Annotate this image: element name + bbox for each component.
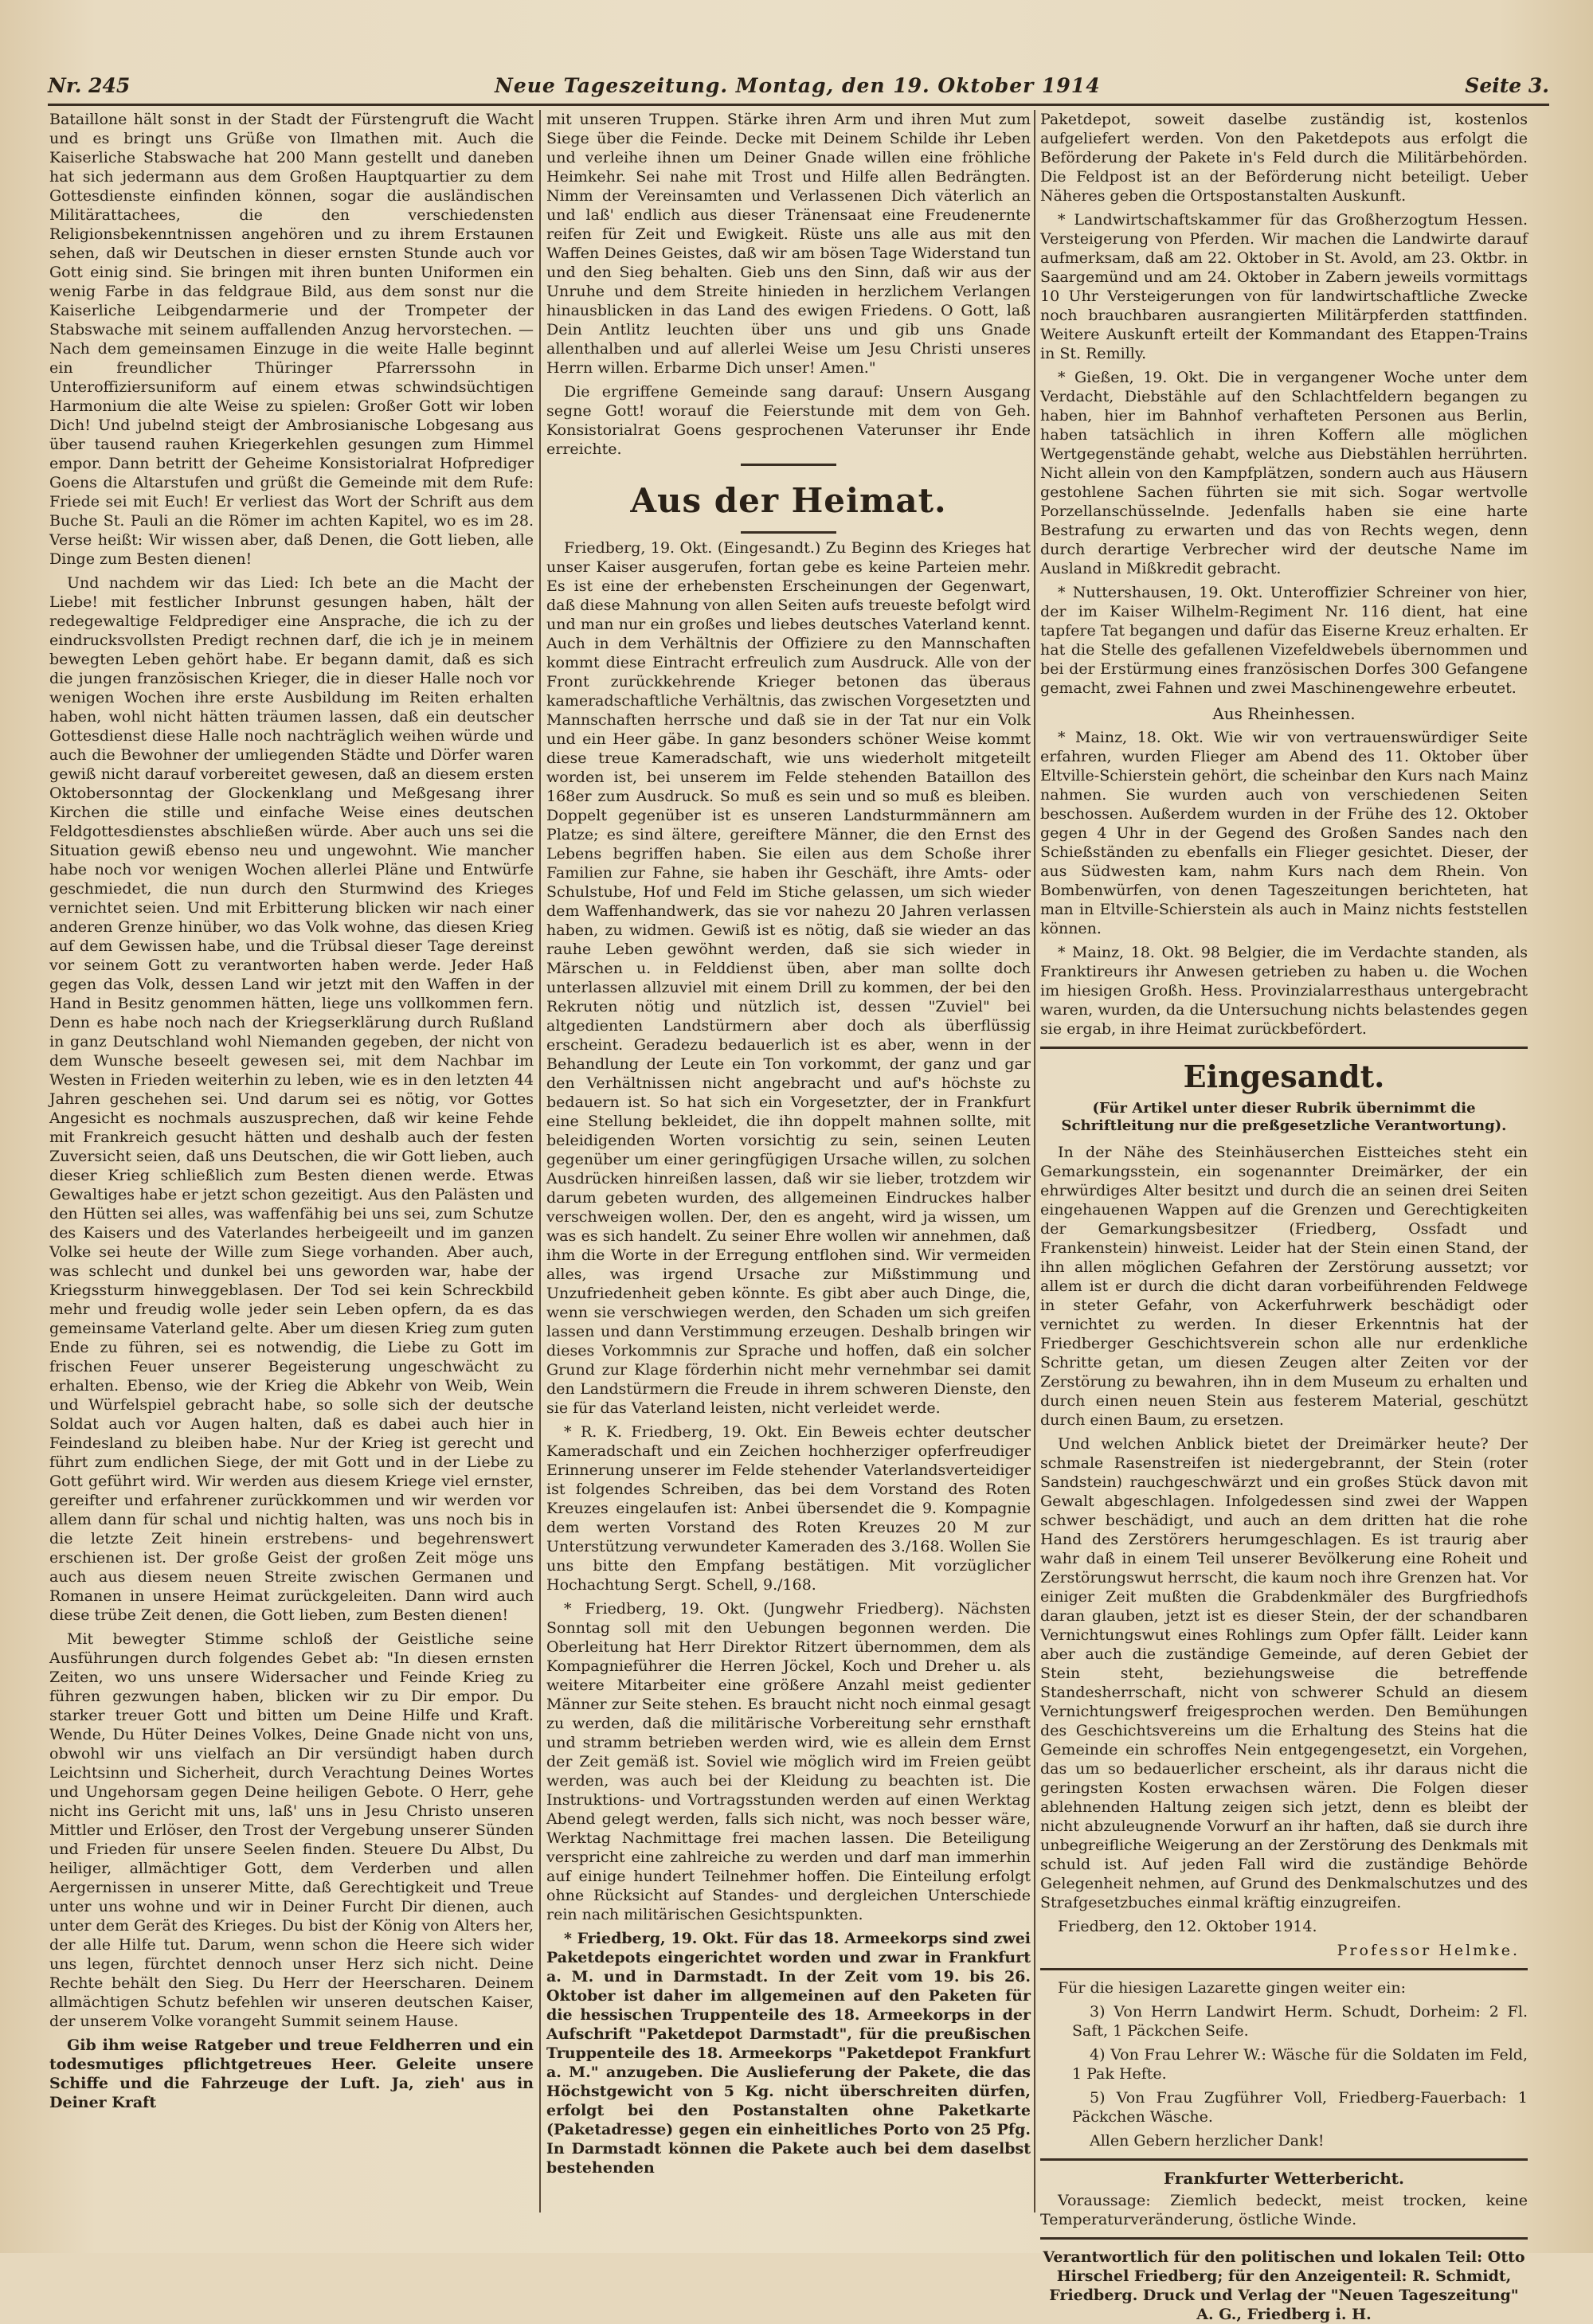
column-1 — [49, 110, 534, 2220]
letter-signature: Professor Helmke. — [1337, 1942, 1520, 1959]
column-3 — [1040, 110, 1528, 2323]
section-heading-eingesandt: Eingesandt. — [1183, 1058, 1385, 1094]
news-item: * Landwirtschaftskammer für das Großherzogtum Hessen. Versteigerung von Pferden. Wir machen die Landwirte darauf aufmerksam, daß am 22. Oktober in St. Avold, am 23. Oktbr. in Saargemünd und am 24. Oktober in Zabern jeweils vormittags 10 Uhr Versteigerungen von für landwirtschaftliche Zwecke noch brauchbaren ausrangierten Militärpferden stattfinden. Weitere Auskunft erteilt der Kommandant des Etappen-Trains in St. Remilly. — [1040, 211, 1528, 362]
publisher-imprint: Verantwortlich für den politischen und lokalen Teil: Otto Hirschel Friedberg; für den Anzeigenteil: R. Schmidt, Friedberg. Druck und Verlag der "Neuen Tageszeitung" A. G., Friedberg i. H. — [1043, 2248, 1525, 2323]
letter-date: Friedberg, den 12. Oktober 1914. — [1058, 1918, 1317, 1935]
news-item: * Mainz, 18. Okt. Wie wir von vertrauenswürdiger Seite erfahren, wurden Flieger am Abend des 11. Oktober über Eltville-Schierstein gehört, die scheinbar den Kurs nach Mainz nahmen. Sie wurden auch von verschiedenen Seiten beschossen. Außerdem wurden in der Frühe des 12. Oktober gegen 4 Uhr in der Gegend des Großen Sandes nach den Schießständen zu ebenfalls ein Flieger gesichtet. Dieser, der aus Südwesten kam, nahm Kurs nach dem Rhein. Von Bombenwürfen, von denen Tageszeitungen berichteten, hat man in Eltville-Schierstein als auch in Mainz nichts feststellen können. — [1040, 729, 1528, 937]
donation-entry: 5) Von Frau Zugführer Voll, Friedberg-Fauerbach: 1 Päckchen Wäsche. — [1072, 2089, 1528, 2126]
section-rule — [1040, 1968, 1528, 1970]
section-heading-heimat: Aus der Heimat. — [630, 481, 947, 520]
news-item: * Gießen, 19. Okt. Die in vergangener Woche unter dem Verdacht, Diebstähle auf den Schlachtfeldern begangen zu haben, hier im Bahnhof verhafteten Personen aus Berlin, haben tatsächlich in ihren Koffern alle möglichen Wertgegenstände gehabt, welche aus Diebstählen herrührten. Nicht allein von den Kampfplätzen, sondern auch aus Häusern gestohlene Sachen führten sie mit sich. Sogar wertvolle Porzellanschüsselnde. Jedenfalls haben sie eine harte Bestrafung zu erwarten und das von Rechts wegen, denn durch derartige Verbrecher wird der deutsche Name im Ausland in Mißkredit gebracht. — [1040, 369, 1528, 577]
article-paragraph: Bataillone hält sonst in der Stadt der Fürstengruft die Wacht und es bringt uns Grüße von Ilmathen mit. Auch die Kaiserliche Stabswache hat 200 Mann gestellt und daneben hat sich jedermann aus dem Großen Hauptquartier zu dem Gottesdienste einfinden können, sogar die ausländischen Militärattachees, die den verschiedensten Religionsbekenntnissen angehören und zu ihrem Erstaunen sehen, daß wir Deutschen in dieser ernsten Stunde auch vor Gott einig sind. Sie bringen mit ihren bunten Uniformen ein wenig Farbe in das feldgraue Bild, aus dem sonst nur die Kaiserliche Leibgendarmerie und der Trompeter der Stabswache mit seinem auffallenden Anzug hervorstechen. — Nach dem gemeinsamen Einzuge in die weite Halle beginnt ein freundlicher Thüringer Pfarrerssohn in Unteroffiziersuniform auf einem etwas schwindsüchtigen Harmonium die alte Weise zu spielen: Großer Gott wir loben Dich! Und jubelnd steigt der Ambrosianische Lobgesang aus über tausend rauhen Kriegerkehlen gesungen zum Himmel empor. Dann betritt der Geheime Konsistorialrat Hofprediger Goens die Altarstufen und grüßt die Gemeinde mit dem Rufe: Friede sei mit Euch! Er verliest das Wort der Schrift aus dem Buche St. Pauli an die Römer im achten Kapitel, wo es im 28. Verse heißt: Wir wissen aber, daß Denen, die Gott lieben, alle Dinge zum Besten dienen! — [49, 111, 534, 568]
news-item: * Friedberg, 19. Okt. Für das 18. Armeekorps sind zwei Paketdepots eingerichtet worden und zwar in Frankfurt a. M. und in Darmstadt. In der Zeit vom 19. bis 26. Oktober ist daher im allgemeinen auf den Paketen für die hessischen Truppenteile des 18. Armeekorps in der Aufschrift "Paketdepot Darmstadt", für die preußischen Truppenteile des 18. Armeekorps "Paketdepot Frankfurt a. M." anzugeben. Die Auslieferung der Pakete, die das Höchstgewicht von 5 Kg. nicht überschreiten dürfen, erfolgt bei den Postanstalten ohne Paketkarte (Paketadresse) gegen ein einheitliches Porto von 25 Pfg. In Darmstadt können die Pakete auch bei dem daselbst bestehenden — [546, 1930, 1031, 2177]
section-rule — [1040, 1047, 1528, 1049]
editorial-disclaimer: (Für Artikel unter dieser Rubrik übernimmt die Schriftleitung nur die preßgesetzliche Verantwortung). — [1061, 1100, 1507, 1134]
article-paragraph: Gib ihm weise Ratgeber und treue Feldherren und ein todesmutiges pflichtgetreues Heer. Geleite unsere Schiffe und die Fahrzeuge der Luft. Ja, zieh' aus in Deiner Kraft — [49, 2036, 534, 2111]
header-rule — [48, 104, 1549, 106]
article-paragraph: Mit bewegter Stimme schloß der Geistliche seine Ausführungen durch folgendes Gebet ab: "In diesen ernsten Zeiten, wo uns unsere Widersacher und Feinde Krieg zu führen gezwungen haben, blicken wir zu Dir empor. Du starker treuer Gott und bitten um Deine Hilfe und Kraft. Wende, Du Hüter Deines Volkes, Deine Gnade nicht von uns, obwohl wir uns vielfach an Dir versündigt haben durch Leichtsinn und Sicherheit, durch Verachtung Deines Wortes und Ungehorsam gegen Deine heiligen Gebote. O Herr, gehe nicht ins Gericht mit uns, laß' uns in Jesu Christo unseren Mittler und Erlöser, den Trost der Vergebung unserer Sünden und Frieden für unsere Seelen finden. Steuere Du Albst, Du heiliger, allmächtiger Gott, dem Verderben und allen Aergernissen in unserer Mitte, daß Gerechtigkeit und Treue unter uns wohne und wir in Deiner Furcht Dir dienen, auch unter dem Gerät des Krieges. Du bist der König von Alters her, der alle Hilfe tut. Darum, wenn schon die Heere sich wider uns legen, fürchtet dennoch unser Herz sich nicht. Deine Rechte behält den Sieg. Du Herr der Heerscharen. Deinem allmächtigen Schutz befehlen wir unseren deutschen Kaiser, der unserem Volke vorangeht Summit seinem Hause. — [49, 1630, 534, 2030]
column-divider — [1034, 110, 1035, 2212]
column-2 — [546, 110, 1031, 2220]
donation-entry: 4) Von Frau Lehrer W.: Wäsche für die Soldaten im Feld, 1 Pak Hefte. — [1072, 2046, 1528, 2083]
news-item: Paketdepot, soweit daselbe zuständig ist, kostenlos aufgeliefert werden. Von den Paketdepots aus erfolgt die Beförderung der Pakete in's Feld durch die Militärbehörden. Die Feldpost ist an der Beförderung nicht beteiligt. Ueber Näheres geben die Ortspostanstalten Auskunft. — [1040, 111, 1528, 205]
issue-number: Nr. 245 — [48, 73, 131, 97]
section-rule — [741, 464, 836, 466]
article-paragraph: Die ergriffene Gemeinde sang darauf: Unsern Ausgang segne Gott! worauf die Feierstunde mit dem von Geh. Konsistorialrat Goens gesprochenen Vaterunser ihr Ende erreichte. — [546, 383, 1031, 458]
section-rule — [1040, 2237, 1528, 2240]
masthead — [48, 65, 1549, 105]
article-paragraph: mit unseren Truppen. Stärke ihren Arm und ihren Mut zum Siege über die Feinde. Decke mit Deinem Schilde ihr Leben und verleihe ihnen um Deiner Gnade willen eine fröhliche Heimkehr. Sei nahe mit Trost und Hilfe allen Bedrängten. Nimm der Vereinsamten und Verlassenen Dich väterlich an und laß' endlich aus dieser Tränensaat eine Freudenernte reifen für Zeit und Ewigkeit. Rüste uns alle aus mit den Waffen Deines Geistes, daß wir am bösen Tage Widerstand tun und den Sieg behalten. Gieb uns den Sinn, daß wir aus der Unruhe und dem Streite hinieden in herzlichem Verlangen hinausblicken in das Land des ewigen Friedens. O Gott, laß Dein Antlitz leuchten über uns und gib uns Gnade allenthalben und auf allerlei Weise um Jesu Christi unseres Herrn willen. Erbarme Dich unser! Amen." — [546, 111, 1031, 377]
donations-thanks: Allen Gebern herzlicher Dank! — [1090, 2132, 1325, 2150]
weather-forecast: Voraussage: Ziemlich bedeckt, meist trocken, keine Temperaturveränderung, östliche Winde. — [1040, 2192, 1528, 2228]
news-item: * Friedberg, 19. Okt. (Jungwehr Friedberg). Nächsten Sonntag soll mit den Uebungen begonnen werden. Die Oberleitung hat Herr Direktor Ritzert übernommen, dem als Kompagnieführer die Herren Jöckel, Koch und Dreher u. als weitere Mitarbeiter eine größere Anzahl meist gedienter Männer zur Seite stehen. Es braucht nicht noch einmal gesagt zu werden, daß die militärische Vorbereitung sehr ernsthaft und stramm betrieben werden wird, wie es allein dem Ernst der Zeit gemäß ist. Soviel wie möglich wird im Freien geübt werden, was auch bei der Kleidung zu beachten ist. Die Instruktions- und Vortragsstunden werden auf einen Werktag Abend gelegt werden, falls sich nicht, was noch besser wäre, Werktag Nachmittage frei machen lassen. Die Beteiligung verspricht eine zahlreiche zu werden und darf man immerhin auf einige hundert Teilnehmer hoffen. Die Einteilung erfolgt ohne Rücksicht auf Standes- und dergleichen Unterschiede rein nach militärischen Gesichtspunkten. — [546, 1600, 1031, 1923]
news-item: * R. K. Friedberg, 19. Okt. Ein Beweis echter deutscher Kameradschaft und ein Zeichen hochherziger opferfreudiger Erinnerung unserer im Felde stehender Vaterlandsverteidiger ist folgendes Schreiben, das bei dem Vorstand des Roten Kreuzes eingelaufen ist: Anbei übersendet die 9. Kompagnie dem werten Vorstand des Roten Kreuzes 20 M zur Unterstützung verwundeter Kameraden des 3./168. Wollen Sie uns bitte den Empfang bestätigen. Mit vorzüglicher Hochachtung Sergt. Schell, 9./168. — [546, 1423, 1031, 1594]
article-paragraph: Und nachdem wir das Lied: Ich bete an die Macht der Liebe! mit festlicher Inbrunst gesungen haben, hält der redegewaltige Feldprediger eine Ansprache, die ich zu der eindrucksvollsten Predigt rechnen darf, die ich je in meinem bewegten Leben gehört habe. Er begann damit, daß es sich die jungen französischen Krieger, die in dieser Halle noch vor wenigen Wochen ihre erste Ausbildung im Reiten erhalten haben, wohl nicht hätten träumen lassen, daß ein deutscher Gottesdienst diese Halle noch nachträglich weihen würde und auch die Bewohner der umliegenden Städte und Dörfer waren gewiß nicht darauf vorbereitet gewesen, daß an diesem ersten Oktobersonntag der Glockenklang und Meßgesang ihrer Kirchen die stille und einfache Weise eines deutschen Feldgottesdienstes abschließen würde. Aber auch uns sei die Situation gewiß ebenso neu und ungewohnt. Wie mancher habe noch vor wenigen Wochen allerlei Pläne und Entwürfe geschmiedet, die nun durch den Sturmwind des Krieges vernichtet seien. Und mit Erbitterung blicken wir nach einer anderen Grenze hinüber, wo das Volk wohne, das diesen Krieg auf dem Gewissen habe, und die Trübsal dieser Tage dereinst vor seinem Gott zu verantworten haben werde. Jeder Haß gegen das Volk, dessen Land wir jetzt mit den Waffen in der Hand in Besitz genommen hätten, liege uns vollkommen fern. Denn es habe noch nach der Kriegserklärung durch Rußland in ganz Deutschland wohl Niemanden gegeben, der nicht von dem Wunsche beseelt gewesen sei, mit dem Nachbar im Westen in Frieden weiterhin zu leben, wie es in den letzten 44 Jahren geschehen sei. Und darum sei es nötig, vor Gottes Angesicht es nochmals auszusprechen, daß wir keine Fehde mit Frankreich gesucht hätten und deshalb auch der festen Zuversicht seien, daß uns Deutschen, die wir Gott lieben, auch dieser Krieg schließlich zum Besten dienen werde. Etwas Gewaltiges habe er jetzt schon gezeitigt. Aus den Palästen und den Hütten sei alles, was waffenfähig bei uns sei, zum Schutze des Kaisers und des Vaterlandes herbeigeeilt und im ganzen Volke sei heute der Wille zum Siege vorhanden. Aber auch, was schlecht und dunkel bei uns geworden war, habe der Kriegssturm hinweggeblasen. Der Tod sei kein Schreckbild mehr und freudig wolle jeder sein Leben opfern, da es das gemeinsame Vaterland gelte. Aber um diesen Krieg zum guten Ende zu führen, sei es notwendig, die Liebe zu Gott im frischen Feuer unserer Begeisterung ungeschwächt zu erhalten. Ebenso, wie der Krieg die Abkehr von Weib, Wein und Würfelspiel gebracht habe, so solle sich der deutsche Soldat auch vor Augen halten, daß es dabei auch hier in Feindesland zu bleiben habe. Nur der Krieg ist gerecht und führt zum endlichen Siege, der mit Gott und in der Liebe zu Gott geführt wird. Wir werden aus diesem Kriege viel ernster, gereifter und erfahrener zurückkommen und wir werden vor allem dann für schal und nichtig halten, was uns noch bis in die letzte Zeit hinein erstrebens- und begehrenswert erschienen ist. Der große Geist der großen Zeit möge uns auch aus diesem neuen Streite zwischen Germanen und Romanen in unsere Heimat zurückgeleiten. Dann wird auch diese trübe Zeit denen, die Gott lieben, zum Besten dienen! — [49, 574, 534, 1624]
news-item: Friedberg, 19. Okt. (Eingesandt.) Zu Beginn des Krieges hat unser Kaiser ausgerufen, fortan gebe es keine Parteien mehr. Es ist eine der erhebensten Erscheinungen der Gegenwart, daß diese Mahnung von allen Seiten aufs treueste befolgt wird und man nur ein großes und liebes deutsches Vaterland kennt. Auch in dem Verhältnis der Offiziere zu den Mannschaften kommt diese Eintracht erfreulich zum Ausdruck. Alle von der Front zurückkehrende Krieger betonen das überaus kameradschaftliche Verhältnis, das zwischen Vorgesetzten und Mannschaften herrsche und daß sie in der Tat nur ein Volk und ein Heer gäbe. In ganz besonders schöner Weise kommt diese treue Kameradschaft, wie uns wiederholt mitgeteilt worden ist, bei unserem im Felde stehenden Bataillon des 168er zum Ausdruck. So muß es sein und so muß es bleiben. Doppelt gegenüber ist es unseren Landsturmmännern am Platze; es sind ältere, gereiftere Männer, die den Ernst des Lebens begriffen haben. Sie eilen aus dem Schoße ihrer Familien zur Fahne, sie haben ihr Geschäft, ihre Amts- oder Schulstube, Hof und Feld im Stiche gelassen, um sich wieder dem Waffenhandwerk, das sie vor nahezu 20 Jahren verlassen haben, zu widmen. Gewiß ist es nötig, daß sie wieder an das rauhe Leben gewöhnt werden, daß sie sich wieder in Märschen u. in Felddienst üben, aber man sollte doch unterlassen allzuviel mit einem Drill zu kommen, der bei den Rekruten nötig und nützlich ist, dessen "Zuviel" bei altgedienten Landstürmern aber doch als überflüssig erscheint. Geradezu bedauerlich ist es aber, wenn in der Behandlung der Leute ein Ton vorkommt, der ganz und gar den Verhältnissen nicht angebracht und auf's höchste zu bedauern ist. So hat sich ein Vorgesetzter, der in Frankfurt eine Stellung bekleidet, die ihn doppelt mahnen sollte, mit beleidigenden Worten vorsichtig zu sein, seinen Leuten gegenüber um einer geringfügigen Ursache willen, zu solchen Ausdrücken hinreißen lassen, daß wir sie lieber, trotzdem wir darum gebeten wurden, des allgemeinen Eindruckes halber verschweigen wollen. Der, den es angeht, wird ja wissen, um was es sich handelt. Zu seiner Ehre wollen wir annehmen, daß ihm die Worte in der Erregung entflohen sind. Wir vermeiden alles, was irgend Ursache zur Mißstimmung und Unzufriedenheit geben könnte. Es gibt aber auch Dinge, die, wenn sie verschwiegen werden, den Schaden um sich greifen lassen und dann Verstimmung erzeugen. Deshalb bringen wir dieses Vorkommnis zur Sprache und hoffen, daß ein solcher Grund zur Klage förderhin nicht mehr vernehmbar sei damit den Landstürmern die Freude in ihrem schweren Dienste, den sie für das Vaterland leisten, nicht verleidet werde. — [546, 539, 1031, 1417]
paper-title-date: Neue Tageszeitung. Montag, den 19. Oktober 1914 — [495, 73, 1101, 97]
news-item: * Mainz, 18. Okt. 98 Belgier, die im Verdachte standen, als Franktireurs ihr Anwesen getrieben zu haben u. die Wochen im hiesigen Großh. Hess. Provinzialarresthaus untergebracht waren, wurden, da die Untersuchung nichts belastendes gegen sie ergab, in ihre Heimat zurückbefördert. — [1040, 944, 1528, 1038]
letter-paragraph: In der Nähe des Steinhäuserchen Eistteiches steht ein Gemarkungsstein, ein sogenannter Dreimärker, der ein ehrwürdiges Alter besitzt und durch die an seinen drei Seiten eingehauenen Wappen auf die Grenzen und Gerechtigkeiten der Gemarkungsbesitzer (Friedberg, Ossfadt und Frankenstein) hinweist. Leider hat der Stein einen Stand, der ihn allen möglichen Gefahren der Zerstörung aussetzt; vor allem ist er durch die dicht daran vorbeiführenden Feldwege in steter Gefahr, von Ackerfuhrwerk beschädigt oder vernichtet zu werden. In dieser Erkenntnis hat der Friedberger Geschichtsverein schon alle nur erdenkliche Schritte getan, um diesen Zeugen alter Zeiten vor der Zerstörung zu bewahren, ihn in dem Museum zu erhalten und durch einen neuen Stein aus festerem Material, geschützt durch einen Baum, zu ersetzen. — [1040, 1144, 1528, 1429]
weather-heading: Frankfurter Wetterbericht. — [1164, 2169, 1404, 2188]
section-subheading-rheinhessen: Aus Rheinhessen. — [1212, 704, 1356, 723]
page-number: Seite 3. — [1465, 73, 1549, 97]
section-rule — [741, 531, 836, 534]
section-rule — [1040, 2158, 1528, 2161]
news-item: * Nuttershausen, 19. Okt. Unteroffizier Schreiner von hier, der im Kaiser Wilhelm-Regiment Nr. 116 dient, hat eine tapfere Tat begangen und dafür das Eiserne Kreuz erhalten. Er hat die Stelle des gefallenen Vizefeldwebels übernommen und bei der Erstürmung eines französischen Dorfes 300 Gefangene gemacht, zwei Fahnen und zwei Maschinengewehre erbeutet. — [1040, 584, 1528, 697]
donation-entry: 3) Von Herrn Landwirt Herm. Schudt, Dorheim: 2 Fl. Saft, 1 Päckchen Seife. — [1072, 2003, 1528, 2040]
donations-intro: Für die hiesigen Lazarette gingen weiter ein: — [1058, 1979, 1406, 1997]
column-divider — [539, 110, 541, 2212]
letter-paragraph: Und welchen Anblick bietet der Dreimärker heute? Der schmale Rasenstreifen ist niedergebrannt, der Stein (roter Sandstein) rauchgeschwärzt und ein großes Stück davon mit Gewalt abgeschlagen. Infolgedessen sind zwei der Wappen schwer beschädigt, und auch an dem dritten hat die rohe Hand des Zerstörers herumgeschlagen. Es ist traurig aber wahr daß in einem Teil unserer Bevölkerung eine Roheit und Zerstörungswut herrscht, die kaum noch ihre Grenzen hat. Vor einiger Zeit mußten die Grabdenkmäler des Burgfriedhofs daran glauben, jetzt ist es dieser Stein, der der schandbaren Vernichtungswut eines Rohlings zum Opfer fällt. Leider kann aber auch die zuständige Gemeinde, auf deren Gebiet der Stein steht, beziehungsweise die betreffende Standesherrschaft, nicht von schwerer Schuld an diesem Vernichtungswerf freigesprochen werden. Den Bemühungen des Geschichtsvereins um die Erhaltung des Steins hat die Gemeinde ein schroffes Nein entgegengesetzt, ein Vorgehen, das um so bedauerlicher erscheint, als ihr daraus nicht die geringsten Kosten erwachsen wären. Die Folgen dieser ablehnenden Haltung zeigen sich jetzt, denn es bleibt der nicht abzuleugnende Vorwurf an ihr haften, daß sie durch ihre unbegreifliche Weigerung an der Zerstörung des Denkmals mit schuld ist. Auf jeden Fall wird die zuständige Behörde Gelegenheit nehmen, auf Grund des Denkmalschutzes und des Strafgesetzbuches einmal kräftig einzugreifen. — [1040, 1435, 1528, 1911]
